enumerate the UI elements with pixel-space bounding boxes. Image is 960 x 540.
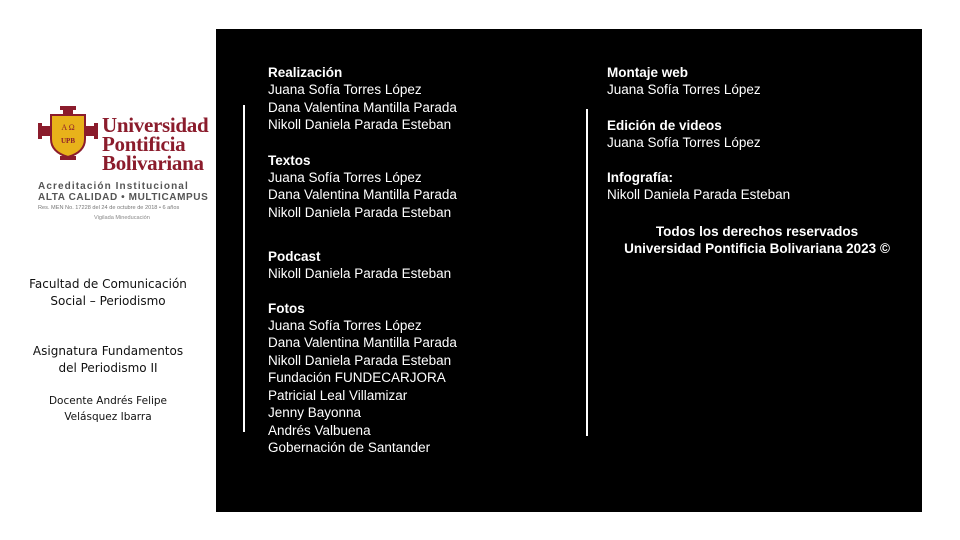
section-title: Realización	[268, 65, 343, 80]
credit-section-podcast	[268, 248, 457, 283]
logo-quality: ALTA CALIDAD • MULTICAMPUS	[38, 192, 209, 203]
logo-name-line-3: Bolivariana	[102, 151, 204, 175]
credit-name: Juana Sofía Torres López	[268, 169, 422, 185]
logo-vigilada: Vigilada Mineducación	[94, 215, 150, 221]
credit-name: Juana Sofía Torres López	[607, 134, 761, 150]
credits-right-column	[607, 64, 790, 204]
section-title: Podcast	[268, 249, 321, 264]
section-title: Textos	[268, 152, 311, 168]
credit-name: Andrés Valbuena	[268, 422, 371, 438]
teacher-label: Docente Andrés Felipe Velásquez Ibarra	[48, 395, 168, 423]
credit-name: Juana Sofía Torres López	[268, 82, 422, 97]
credit-name: Dana Valentina Mantilla Parada	[268, 187, 457, 202]
copyright-notice	[602, 223, 912, 257]
course-text	[0, 343, 216, 377]
credit-name: Nikoll Daniela Parada Esteban	[268, 352, 452, 368]
credit-section-infografia	[607, 169, 790, 204]
credit-name: Dana Valentina Mantilla Parada	[268, 99, 457, 115]
divider-left	[243, 105, 245, 432]
copyright-line-2: Universidad Pontificia Bolivariana 2023 ©	[624, 241, 890, 256]
credit-name: Nikoll Daniela Parada Esteban	[268, 266, 452, 281]
section-title: Fotos	[268, 300, 305, 316]
section-title: Infografía:	[607, 170, 673, 185]
copyright-line-1: Todos los derechos reservados	[655, 224, 859, 239]
credit-section-fotos	[268, 300, 457, 457]
credits-panel	[216, 29, 922, 512]
credits-left-column	[268, 64, 457, 457]
credit-name: Nikoll Daniela Parada Esteban	[607, 187, 791, 202]
divider-right	[586, 109, 588, 436]
logo-university-name	[102, 113, 209, 175]
credit-name: Nikoll Daniela Parada Esteban	[268, 204, 452, 220]
teacher-text	[0, 394, 216, 425]
credit-section-textos	[268, 152, 457, 222]
credit-name: Nikoll Daniela Parada Esteban	[268, 117, 452, 132]
credit-name: Jenny Bayonna	[268, 405, 362, 420]
credit-name: Fundación FUNDECARJORA	[268, 370, 446, 385]
credit-name: Dana Valentina Mantilla Parada	[268, 335, 457, 350]
shield-text-alpha-omega: A Ω	[61, 123, 75, 132]
credit-section-montaje-web	[607, 64, 790, 99]
credit-name: Patricial Leal Villamizar	[268, 387, 408, 403]
credit-name: Gobernación de Santander	[268, 440, 431, 455]
course-label: Asignatura Fundamentos del Periodismo II	[32, 344, 184, 375]
faculty-label: Facultad de Comunicación Social – Periodismo	[29, 277, 187, 308]
logo-name-line-1: Universidad	[102, 113, 209, 137]
credit-name: Juana Sofía Torres López	[607, 82, 761, 97]
logo-accreditation: Acreditación Institucional	[38, 181, 189, 192]
section-title: Edición de videos	[607, 117, 722, 133]
credit-section-realizacion	[268, 64, 457, 134]
shield-text-upb: UPB	[61, 137, 75, 145]
logo-resolution: Res. MEN No. 17228 del 24 de octubre de 2018 • 6 años	[38, 205, 180, 211]
section-title: Montaje web	[607, 65, 689, 80]
logo-name-line-2: Pontificia	[102, 132, 186, 156]
upb-logo	[38, 106, 214, 226]
upb-shield-icon	[38, 106, 98, 160]
faculty-text	[0, 276, 216, 310]
credit-section-edicion-videos	[607, 117, 790, 152]
credit-name: Juana Sofía Torres López	[268, 317, 422, 333]
